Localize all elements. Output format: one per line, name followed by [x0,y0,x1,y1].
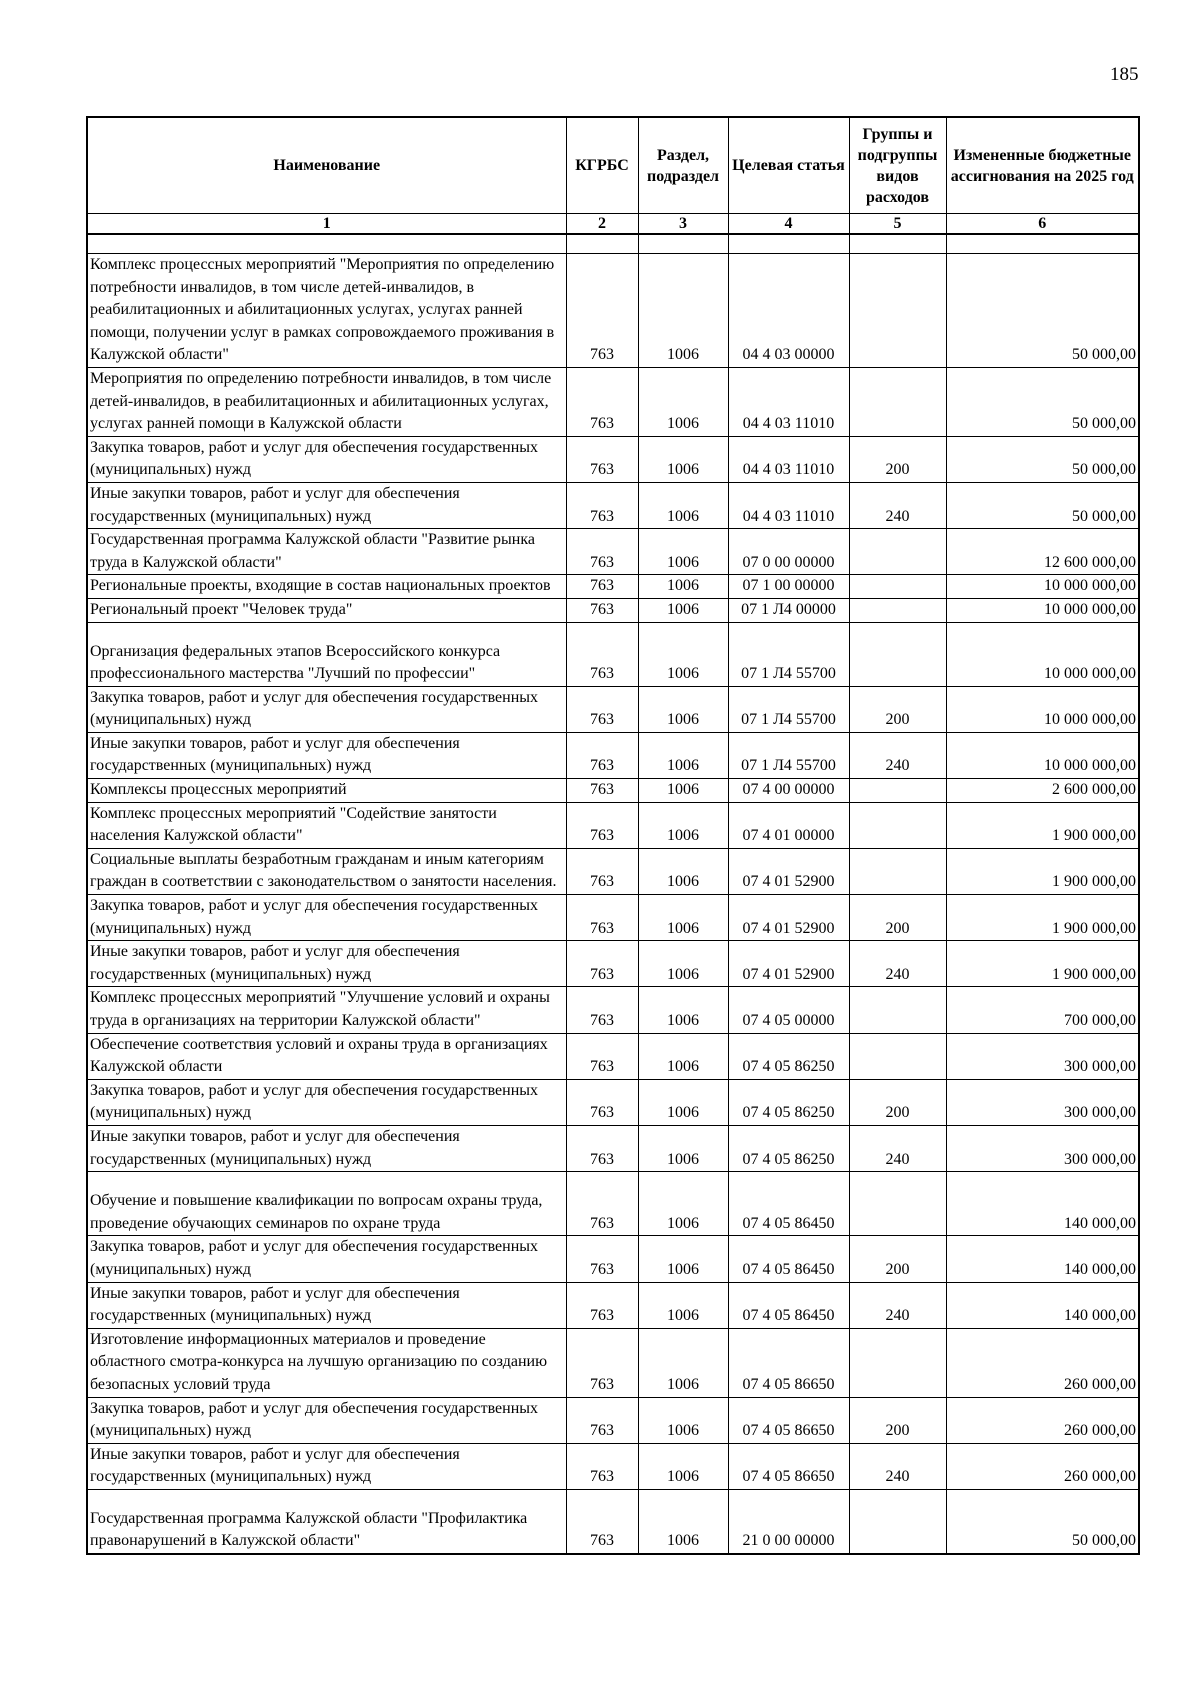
page-number: 185 [1110,64,1139,85]
row-kgrbs: 763 [566,367,638,436]
row-article: 04 4 03 11010 [728,482,849,528]
table-row [87,529,1139,575]
row-amount: 50 000,00 [946,436,1139,482]
row-kgrbs: 763 [566,529,638,575]
row-article: 21 0 00 00000 [728,1489,849,1554]
row-kgrbs: 763 [566,1125,638,1171]
column-number: 3 [638,214,728,235]
row-article: 04 4 03 00000 [728,254,849,368]
row-name: Закупка товаров, работ и услуг для обеспечения государственных (муниципальных) нужд [87,436,566,482]
table-row [87,254,1139,368]
table-row [87,1033,1139,1079]
row-article: 07 4 01 52900 [728,941,849,987]
row-kgrbs: 763 [566,1397,638,1443]
row-name: Государственная программа Калужской области "Развитие рынка труда в Калужской области" [87,529,566,575]
table-row [87,1282,1139,1328]
row-kgrbs: 763 [566,1079,638,1125]
row-kgrbs: 763 [566,436,638,482]
table-row [87,367,1139,436]
row-group [849,1033,946,1079]
row-group: 240 [849,1443,946,1489]
table-row [87,941,1139,987]
table-row [87,848,1139,894]
row-kgrbs: 763 [566,1328,638,1397]
row-amount: 1 900 000,00 [946,848,1139,894]
row-article: 07 4 01 52900 [728,895,849,941]
row-kgrbs: 763 [566,848,638,894]
row-amount: 50 000,00 [946,254,1139,368]
row-amount: 140 000,00 [946,1172,1139,1236]
row-article: 07 4 05 86250 [728,1125,849,1171]
row-group: 240 [849,1125,946,1171]
row-kgrbs: 763 [566,1443,638,1489]
row-amount: 10 000 000,00 [946,575,1139,599]
row-section: 1006 [638,529,728,575]
row-group: 200 [849,1236,946,1282]
row-kgrbs: 763 [566,1172,638,1236]
row-group [849,622,946,686]
row-amount: 260 000,00 [946,1397,1139,1443]
row-section: 1006 [638,802,728,848]
table-body [87,234,1139,1554]
row-article: 07 1 00 00000 [728,575,849,599]
row-section: 1006 [638,1172,728,1236]
row-amount: 12 600 000,00 [946,529,1139,575]
row-group: 240 [849,941,946,987]
row-name: Комплексы процессных мероприятий [87,779,566,803]
table-row [87,779,1139,803]
row-article: 07 1 Л4 00000 [728,598,849,622]
row-name: Иные закупки товаров, работ и услуг для обеспечения государственных (муниципальных) нужд [87,732,566,778]
row-group [849,575,946,599]
row-name: Иные закупки товаров, работ и услуг для обеспечения государственных (муниципальных) нужд [87,941,566,987]
row-name: Закупка товаров, работ и услуг для обеспечения государственных (муниципальных) нужд [87,1236,566,1282]
row-article: 07 4 05 86450 [728,1282,849,1328]
row-kgrbs: 763 [566,732,638,778]
row-name: Закупка товаров, работ и услуг для обеспечения государственных (муниципальных) нужд [87,1079,566,1125]
row-group [849,1489,946,1554]
table-row [87,732,1139,778]
table-row [87,482,1139,528]
row-group [849,779,946,803]
row-kgrbs: 763 [566,802,638,848]
row-name: Комплекс процессных мероприятий "Содействие занятости населения Калужской области" [87,802,566,848]
row-amount: 260 000,00 [946,1328,1139,1397]
row-group [849,987,946,1033]
row-amount: 10 000 000,00 [946,732,1139,778]
row-article: 07 1 Л4 55700 [728,686,849,732]
row-section: 1006 [638,779,728,803]
row-article: 07 4 05 86650 [728,1443,849,1489]
column-number: 4 [728,214,849,235]
row-amount: 1 900 000,00 [946,802,1139,848]
budget-table [86,116,1140,1555]
row-group [849,529,946,575]
header-amount: Измененные бюджетные ассигнования на 2025 год [946,117,1139,214]
row-group: 200 [849,686,946,732]
row-name: Государственная программа Калужской области "Профилактика правонарушений в Калужской области" [87,1489,566,1554]
table-row [87,1125,1139,1171]
table-row [87,802,1139,848]
row-name: Изготовление информационных материалов и проведение областного смотра-конкурса на лучшую организацию по созданию безопасных условий труда [87,1328,566,1397]
row-section: 1006 [638,482,728,528]
row-name: Иные закупки товаров, работ и услуг для обеспечения государственных (муниципальных) нужд [87,1282,566,1328]
row-kgrbs: 763 [566,1282,638,1328]
row-article: 04 4 03 11010 [728,436,849,482]
row-section: 1006 [638,1079,728,1125]
row-name: Обеспечение соответствия условий и охраны труда в организациях Калужской области [87,1033,566,1079]
row-kgrbs: 763 [566,1033,638,1079]
row-group: 200 [849,1397,946,1443]
row-amount: 300 000,00 [946,1033,1139,1079]
row-section: 1006 [638,895,728,941]
table-row [87,1172,1139,1236]
row-article: 07 4 05 00000 [728,987,849,1033]
row-article: 07 1 Л4 55700 [728,732,849,778]
row-section: 1006 [638,254,728,368]
column-number-row [87,214,1139,235]
table-row [87,598,1139,622]
row-kgrbs: 763 [566,779,638,803]
row-name: Мероприятия по определению потребности инвалидов, в том числе детей-инвалидов, в реабилитационных и абилитационных услугах, услугах ранней помощи в Калужской области [87,367,566,436]
row-article: 07 4 05 86250 [728,1033,849,1079]
row-name: Иные закупки товаров, работ и услуг для обеспечения государственных (муниципальных) нужд [87,1125,566,1171]
table-row [87,622,1139,686]
row-amount: 300 000,00 [946,1125,1139,1171]
row-group: 200 [849,895,946,941]
row-section: 1006 [638,1397,728,1443]
row-amount: 1 900 000,00 [946,895,1139,941]
row-section: 1006 [638,941,728,987]
row-amount: 50 000,00 [946,367,1139,436]
column-number: 1 [87,214,566,235]
row-article: 07 4 05 86250 [728,1079,849,1125]
table-row [87,1079,1139,1125]
row-kgrbs: 763 [566,622,638,686]
row-article: 04 4 03 11010 [728,367,849,436]
row-group [849,802,946,848]
row-amount: 50 000,00 [946,1489,1139,1554]
row-name: Закупка товаров, работ и услуг для обеспечения государственных (муниципальных) нужд [87,1397,566,1443]
table-row [87,1236,1139,1282]
row-group: 200 [849,1079,946,1125]
row-section: 1006 [638,1489,728,1554]
row-section: 1006 [638,1236,728,1282]
column-number: 2 [566,214,638,235]
table-row [87,1443,1139,1489]
row-group: 240 [849,1282,946,1328]
row-amount: 700 000,00 [946,987,1139,1033]
row-amount: 140 000,00 [946,1236,1139,1282]
row-group [849,254,946,368]
row-amount: 260 000,00 [946,1443,1139,1489]
spacer-row [87,234,1139,254]
column-number: 6 [946,214,1139,235]
row-name: Обучение и повышение квалификации по вопросам охраны труда, проведение обучающих семинаров по охране труда [87,1172,566,1236]
row-article: 07 4 05 86650 [728,1397,849,1443]
table-row [87,436,1139,482]
row-section: 1006 [638,1125,728,1171]
row-article: 07 0 00 00000 [728,529,849,575]
row-name: Региональные проекты, входящие в состав национальных проектов [87,575,566,599]
row-group [849,848,946,894]
row-name: Комплекс процессных мероприятий "Улучшение условий и охраны труда в организациях на территории Калужской области" [87,987,566,1033]
row-amount: 10 000 000,00 [946,622,1139,686]
header-group: Группы и подгруппы видов расходов [849,117,946,214]
row-name: Закупка товаров, работ и услуг для обеспечения государственных (муниципальных) нужд [87,895,566,941]
table-row [87,1397,1139,1443]
row-section: 1006 [638,436,728,482]
row-kgrbs: 763 [566,598,638,622]
row-amount: 300 000,00 [946,1079,1139,1125]
row-article: 07 4 05 86450 [728,1236,849,1282]
row-kgrbs: 763 [566,482,638,528]
row-section: 1006 [638,1443,728,1489]
row-amount: 1 900 000,00 [946,941,1139,987]
row-kgrbs: 763 [566,895,638,941]
header-name: Наименование [87,117,566,214]
row-kgrbs: 763 [566,686,638,732]
table-row [87,987,1139,1033]
row-amount: 140 000,00 [946,1282,1139,1328]
row-kgrbs: 763 [566,254,638,368]
row-section: 1006 [638,598,728,622]
row-section: 1006 [638,1328,728,1397]
row-section: 1006 [638,622,728,686]
row-article: 07 4 01 52900 [728,848,849,894]
row-name: Социальные выплаты безработным гражданам и иным категориям граждан в соответствии с законодательством о занятости населения. [87,848,566,894]
row-section: 1006 [638,686,728,732]
row-amount: 10 000 000,00 [946,686,1139,732]
row-section: 1006 [638,575,728,599]
row-article: 07 4 05 86650 [728,1328,849,1397]
row-section: 1006 [638,987,728,1033]
row-name: Закупка товаров, работ и услуг для обеспечения государственных (муниципальных) нужд [87,686,566,732]
table-row [87,575,1139,599]
row-section: 1006 [638,367,728,436]
table-header-row [87,117,1139,214]
header-article: Целевая статья [728,117,849,214]
header-section: Раздел, подраздел [638,117,728,214]
table-row [87,686,1139,732]
row-group [849,367,946,436]
row-article: 07 1 Л4 55700 [728,622,849,686]
row-article: 07 4 05 86450 [728,1172,849,1236]
row-article: 07 4 00 00000 [728,779,849,803]
row-group [849,1172,946,1236]
row-kgrbs: 763 [566,1236,638,1282]
row-amount: 10 000 000,00 [946,598,1139,622]
row-name: Организация федеральных этапов Всероссийского конкурса профессионального мастерства "Лучший по профессии" [87,622,566,686]
row-kgrbs: 763 [566,575,638,599]
row-section: 1006 [638,1033,728,1079]
row-section: 1006 [638,848,728,894]
row-kgrbs: 763 [566,987,638,1033]
row-name: Иные закупки товаров, работ и услуг для обеспечения государственных (муниципальных) нужд [87,1443,566,1489]
row-name: Комплекс процессных мероприятий "Мероприятия по определению потребности инвалидов, в том числе детей-инвалидов, в реабилитационных и абилитационных услугах, услугах ранней помощи, получении услуг в рамках сопровождаемого проживания в Калужской области" [87,254,566,368]
table-row [87,1328,1139,1397]
row-amount: 50 000,00 [946,482,1139,528]
header-kgrbs: КГРБС [566,117,638,214]
row-kgrbs: 763 [566,1489,638,1554]
table-row [87,895,1139,941]
row-group: 200 [849,436,946,482]
row-name: Иные закупки товаров, работ и услуг для обеспечения государственных (муниципальных) нужд [87,482,566,528]
row-group: 240 [849,732,946,778]
row-kgrbs: 763 [566,941,638,987]
row-group [849,598,946,622]
row-section: 1006 [638,732,728,778]
column-number: 5 [849,214,946,235]
row-section: 1006 [638,1282,728,1328]
row-group [849,1328,946,1397]
row-name: Региональный проект "Человек труда" [87,598,566,622]
table-row [87,1489,1139,1554]
row-article: 07 4 01 00000 [728,802,849,848]
row-amount: 2 600 000,00 [946,779,1139,803]
row-group: 240 [849,482,946,528]
